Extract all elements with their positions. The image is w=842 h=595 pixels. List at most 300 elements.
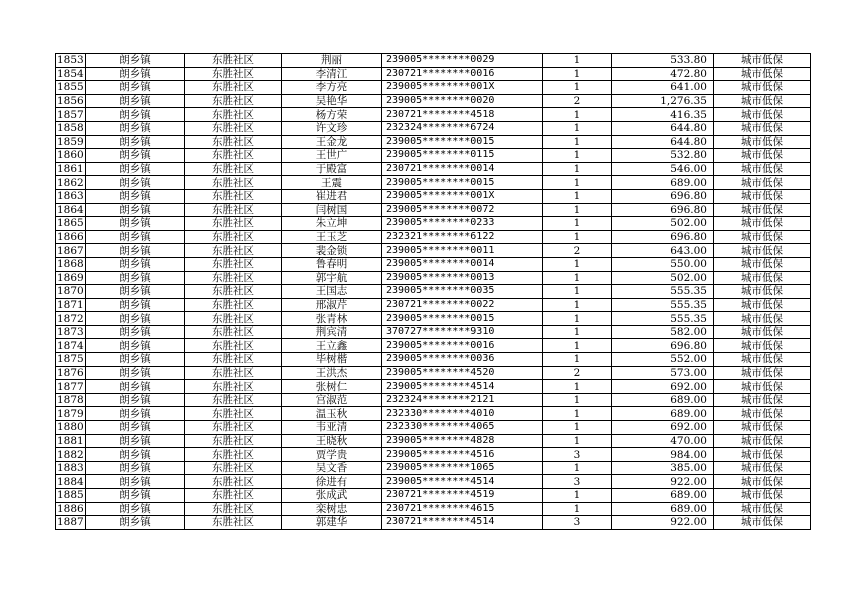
household-count-cell: 3	[543, 516, 612, 530]
household-count-cell: 1	[543, 108, 612, 122]
name-cell: 郭宇航	[282, 271, 382, 285]
household-count-cell: 1	[543, 230, 612, 244]
town-cell: 朗乡镇	[86, 244, 185, 258]
table-row	[56, 393, 811, 407]
name-cell: 王国志	[282, 285, 382, 299]
community-cell: 东胜社区	[185, 380, 282, 394]
table-row	[56, 230, 811, 244]
table-row	[56, 285, 811, 299]
assistance-type-cell: 城市低保	[714, 108, 811, 122]
community-cell: 东胜社区	[185, 353, 282, 367]
town-cell: 朗乡镇	[86, 516, 185, 530]
amount-cell: 696.80	[612, 339, 714, 353]
name-cell: 王玉芝	[282, 230, 382, 244]
id-number-cell: 232324********2121	[382, 393, 543, 407]
community-cell: 东胜社区	[185, 94, 282, 108]
household-count-cell: 1	[543, 149, 612, 163]
table-row	[56, 108, 811, 122]
community-cell: 东胜社区	[185, 230, 282, 244]
row-number-cell: 1872	[57, 312, 84, 325]
town-cell: 朗乡镇	[86, 353, 185, 367]
community-cell: 东胜社区	[185, 298, 282, 312]
town-cell: 朗乡镇	[86, 502, 185, 516]
table-row	[56, 325, 811, 339]
table-row	[56, 67, 811, 81]
town-cell: 朗乡镇	[86, 271, 185, 285]
community-cell: 东胜社区	[185, 312, 282, 326]
town-cell: 朗乡镇	[86, 461, 185, 475]
community-cell: 东胜社区	[185, 81, 282, 95]
table-row	[56, 353, 811, 367]
household-count-cell: 2	[543, 244, 612, 258]
row-number-cell: 1862	[57, 176, 84, 189]
community-cell: 东胜社区	[185, 502, 282, 516]
household-count-cell: 1	[543, 203, 612, 217]
town-cell: 朗乡镇	[86, 380, 185, 394]
household-count-cell: 2	[543, 94, 612, 108]
row-number-cell: 1879	[57, 407, 84, 420]
town-cell: 朗乡镇	[86, 108, 185, 122]
table-row	[56, 516, 811, 530]
row-number-cell: 1856	[57, 95, 84, 108]
row-number-cell: 1855	[57, 81, 84, 94]
community-cell: 东胜社区	[185, 121, 282, 135]
town-cell: 朗乡镇	[86, 407, 185, 421]
amount-cell: 689.00	[612, 393, 714, 407]
row-number-cell: 1871	[57, 298, 84, 311]
id-number-cell: 239005********0115	[382, 149, 543, 163]
amount-cell: 689.00	[612, 489, 714, 503]
household-count-cell: 1	[543, 121, 612, 135]
town-cell: 朗乡镇	[86, 176, 185, 190]
name-cell: 王金龙	[282, 135, 382, 149]
id-number-cell: 239005********0013	[382, 271, 543, 285]
assistance-type-cell: 城市低保	[714, 489, 811, 503]
name-cell: 宫淑范	[282, 393, 382, 407]
amount-cell: 1,276.35	[612, 94, 714, 108]
household-count-cell: 3	[543, 475, 612, 489]
name-cell: 朱立坤	[282, 217, 382, 231]
row-number-cell: 1880	[57, 421, 84, 434]
name-cell: 吴艳华	[282, 94, 382, 108]
community-cell: 东胜社区	[185, 203, 282, 217]
assistance-type-cell: 城市低保	[714, 448, 811, 462]
assistance-type-cell: 城市低保	[714, 67, 811, 81]
name-cell: 荆丽	[282, 54, 382, 68]
row-number-cell: 1868	[57, 258, 84, 271]
id-number-cell: 239005********0015	[382, 176, 543, 190]
row-number-cell: 1865	[57, 217, 84, 230]
id-number-cell: 232330********4065	[382, 421, 543, 435]
id-number-cell: 239005********0015	[382, 135, 543, 149]
id-number-cell: 239005********4828	[382, 434, 543, 448]
town-cell: 朗乡镇	[86, 121, 185, 135]
row-number-cell: 1860	[57, 149, 84, 162]
row-number-cell: 1878	[57, 394, 84, 407]
table-row	[56, 448, 811, 462]
id-number-cell: 239005********1065	[382, 461, 543, 475]
table-row	[56, 339, 811, 353]
amount-cell: 502.00	[612, 217, 714, 231]
household-count-cell: 1	[543, 285, 612, 299]
amount-cell: 689.00	[612, 176, 714, 190]
id-number-cell: 239005********4516	[382, 448, 543, 462]
row-number-cell: 1861	[57, 163, 84, 176]
name-cell: 王世广	[282, 149, 382, 163]
household-count-cell: 1	[543, 380, 612, 394]
household-count-cell: 1	[543, 434, 612, 448]
table-row	[56, 434, 811, 448]
household-count-cell: 1	[543, 312, 612, 326]
amount-cell: 555.35	[612, 285, 714, 299]
amount-cell: 641.00	[612, 81, 714, 95]
amount-cell: 922.00	[612, 516, 714, 530]
amount-cell: 696.80	[612, 203, 714, 217]
town-cell: 朗乡镇	[86, 366, 185, 380]
amount-cell: 555.35	[612, 298, 714, 312]
town-cell: 朗乡镇	[86, 312, 185, 326]
household-count-cell: 1	[543, 257, 612, 271]
id-number-cell: 239005********4514	[382, 380, 543, 394]
household-count-cell: 1	[543, 393, 612, 407]
amount-cell: 550.00	[612, 257, 714, 271]
assistance-type-cell: 城市低保	[714, 325, 811, 339]
id-number-cell: 239005********001X	[382, 189, 543, 203]
assistance-type-cell: 城市低保	[714, 502, 811, 516]
amount-cell: 533.80	[612, 54, 714, 68]
town-cell: 朗乡镇	[86, 135, 185, 149]
row-number-cell: 1857	[57, 108, 84, 121]
assistance-type-cell: 城市低保	[714, 176, 811, 190]
community-cell: 东胜社区	[185, 393, 282, 407]
name-cell: 栾树忠	[282, 502, 382, 516]
row-number-cell: 1877	[57, 380, 84, 393]
data-sheet	[55, 53, 811, 530]
name-cell: 王震	[282, 176, 382, 190]
id-number-cell: 230721********4519	[382, 489, 543, 503]
community-cell: 东胜社区	[185, 135, 282, 149]
name-cell: 王晓秋	[282, 434, 382, 448]
id-number-cell: 230721********0016	[382, 67, 543, 81]
amount-cell: 644.80	[612, 121, 714, 135]
community-cell: 东胜社区	[185, 285, 282, 299]
table-row	[56, 366, 811, 380]
household-count-cell: 3	[543, 448, 612, 462]
row-number-cell: 1859	[57, 135, 84, 148]
row-number-cell: 1887	[57, 516, 84, 529]
household-count-cell: 1	[543, 325, 612, 339]
name-cell: 许文珍	[282, 121, 382, 135]
id-number-cell: 230721********0022	[382, 298, 543, 312]
household-count-cell: 1	[543, 189, 612, 203]
assistance-type-cell: 城市低保	[714, 421, 811, 435]
community-cell: 东胜社区	[185, 434, 282, 448]
id-number-cell: 239005********0029	[382, 54, 543, 68]
town-cell: 朗乡镇	[86, 81, 185, 95]
table-row	[56, 489, 811, 503]
name-cell: 贾学贵	[282, 448, 382, 462]
name-cell: 闫树国	[282, 203, 382, 217]
community-cell: 东胜社区	[185, 108, 282, 122]
household-count-cell: 1	[543, 176, 612, 190]
amount-cell: 385.00	[612, 461, 714, 475]
name-cell: 张成武	[282, 489, 382, 503]
community-cell: 东胜社区	[185, 461, 282, 475]
assistance-type-cell: 城市低保	[714, 54, 811, 68]
amount-cell: 643.00	[612, 244, 714, 258]
table-row	[56, 203, 811, 217]
assistance-type-cell: 城市低保	[714, 298, 811, 312]
assistance-type-cell: 城市低保	[714, 339, 811, 353]
amount-cell: 984.00	[612, 448, 714, 462]
assistance-type-cell: 城市低保	[714, 81, 811, 95]
table-row	[56, 312, 811, 326]
assistance-type-cell: 城市低保	[714, 285, 811, 299]
name-cell: 荆宾清	[282, 325, 382, 339]
town-cell: 朗乡镇	[86, 285, 185, 299]
amount-cell: 582.00	[612, 325, 714, 339]
household-count-cell: 1	[543, 135, 612, 149]
table-row	[56, 162, 811, 176]
amount-cell: 696.80	[612, 189, 714, 203]
community-cell: 东胜社区	[185, 162, 282, 176]
community-cell: 东胜社区	[185, 176, 282, 190]
name-cell: 于殿富	[282, 162, 382, 176]
name-cell: 徐进有	[282, 475, 382, 489]
id-number-cell: 239005********4514	[382, 475, 543, 489]
household-count-cell: 1	[543, 67, 612, 81]
community-cell: 东胜社区	[185, 475, 282, 489]
town-cell: 朗乡镇	[86, 257, 185, 271]
town-cell: 朗乡镇	[86, 94, 185, 108]
row-number-cell: 1884	[57, 475, 84, 488]
assistance-type-cell: 城市低保	[714, 217, 811, 231]
assistance-type-cell: 城市低保	[714, 203, 811, 217]
id-number-cell: 232330********4010	[382, 407, 543, 421]
row-number-cell: 1881	[57, 434, 84, 447]
id-number-cell: 239005********0020	[382, 94, 543, 108]
row-number-cell: 1875	[57, 353, 84, 366]
row-number-cell: 1882	[57, 448, 84, 461]
household-count-cell: 1	[543, 461, 612, 475]
name-cell: 杨方荣	[282, 108, 382, 122]
name-cell: 毕树楷	[282, 353, 382, 367]
amount-cell: 696.80	[612, 230, 714, 244]
amount-cell: 692.00	[612, 421, 714, 435]
assistance-type-cell: 城市低保	[714, 461, 811, 475]
amount-cell: 416.35	[612, 108, 714, 122]
row-number-cell: 1885	[57, 489, 84, 502]
town-cell: 朗乡镇	[86, 448, 185, 462]
community-cell: 东胜社区	[185, 325, 282, 339]
id-number-cell: 370727********9310	[382, 325, 543, 339]
name-cell: 邢淑芹	[282, 298, 382, 312]
id-number-cell: 232324********6724	[382, 121, 543, 135]
table-row	[56, 257, 811, 271]
assistance-type-cell: 城市低保	[714, 121, 811, 135]
assistance-type-cell: 城市低保	[714, 353, 811, 367]
amount-cell: 552.00	[612, 353, 714, 367]
town-cell: 朗乡镇	[86, 67, 185, 81]
row-number-cell: 1864	[57, 203, 84, 216]
id-number-cell: 239005********0036	[382, 353, 543, 367]
amount-cell: 532.80	[612, 149, 714, 163]
amount-cell: 644.80	[612, 135, 714, 149]
town-cell: 朗乡镇	[86, 325, 185, 339]
name-cell: 李清江	[282, 67, 382, 81]
name-cell: 张青林	[282, 312, 382, 326]
name-cell: 王立鑫	[282, 339, 382, 353]
assistance-type-cell: 城市低保	[714, 393, 811, 407]
community-cell: 东胜社区	[185, 366, 282, 380]
assistance-type-cell: 城市低保	[714, 230, 811, 244]
table-row	[56, 176, 811, 190]
town-cell: 朗乡镇	[86, 217, 185, 231]
amount-cell: 470.00	[612, 434, 714, 448]
assistance-type-cell: 城市低保	[714, 271, 811, 285]
assistance-type-cell: 城市低保	[714, 189, 811, 203]
town-cell: 朗乡镇	[86, 149, 185, 163]
amount-cell: 546.00	[612, 162, 714, 176]
row-number-cell: 1867	[57, 244, 84, 257]
household-count-cell: 1	[543, 162, 612, 176]
id-number-cell: 239005********0014	[382, 257, 543, 271]
table-row	[56, 461, 811, 475]
table-row	[56, 421, 811, 435]
assistance-type-cell: 城市低保	[714, 516, 811, 530]
household-count-cell: 1	[543, 298, 612, 312]
household-count-cell: 1	[543, 489, 612, 503]
table-row	[56, 298, 811, 312]
name-cell: 韦亚清	[282, 421, 382, 435]
assistance-type-cell: 城市低保	[714, 94, 811, 108]
id-number-cell: 239005********001X	[382, 81, 543, 95]
town-cell: 朗乡镇	[86, 489, 185, 503]
table-row	[56, 135, 811, 149]
assistance-type-cell: 城市低保	[714, 366, 811, 380]
assistance-type-cell: 城市低保	[714, 244, 811, 258]
assistance-type-cell: 城市低保	[714, 135, 811, 149]
table-row	[56, 121, 811, 135]
community-cell: 东胜社区	[185, 257, 282, 271]
town-cell: 朗乡镇	[86, 421, 185, 435]
row-number-cell: 1874	[57, 339, 84, 352]
row-number-cell: 1876	[57, 366, 84, 379]
community-cell: 东胜社区	[185, 67, 282, 81]
assistance-type-cell: 城市低保	[714, 434, 811, 448]
amount-cell: 573.00	[612, 366, 714, 380]
household-count-cell: 1	[543, 217, 612, 231]
name-cell: 吴文香	[282, 461, 382, 475]
row-number-cell: 1883	[57, 462, 84, 475]
row-number-cell: 1863	[57, 190, 84, 203]
table-row	[56, 502, 811, 516]
table-row	[56, 217, 811, 231]
id-number-cell: 230721********4615	[382, 502, 543, 516]
table-row	[56, 149, 811, 163]
community-cell: 东胜社区	[185, 244, 282, 258]
id-number-cell: 239005********0233	[382, 217, 543, 231]
amount-cell: 922.00	[612, 475, 714, 489]
assistance-type-cell: 城市低保	[714, 162, 811, 176]
household-count-cell: 1	[543, 271, 612, 285]
data-table	[55, 53, 811, 530]
table-row	[56, 54, 811, 68]
name-cell: 王洪杰	[282, 366, 382, 380]
id-number-cell: 239005********4520	[382, 366, 543, 380]
community-cell: 东胜社区	[185, 516, 282, 530]
id-number-cell: 239005********0035	[382, 285, 543, 299]
id-number-cell: 230721********4514	[382, 516, 543, 530]
assistance-type-cell: 城市低保	[714, 475, 811, 489]
table-row	[56, 244, 811, 258]
id-number-cell: 232321********6122	[382, 230, 543, 244]
row-number-cell: 1873	[57, 326, 84, 339]
amount-cell: 689.00	[612, 502, 714, 516]
town-cell: 朗乡镇	[86, 475, 185, 489]
community-cell: 东胜社区	[185, 271, 282, 285]
town-cell: 朗乡镇	[86, 339, 185, 353]
row-number-cell: 1870	[57, 285, 84, 298]
town-cell: 朗乡镇	[86, 54, 185, 68]
community-cell: 东胜社区	[185, 407, 282, 421]
community-cell: 东胜社区	[185, 54, 282, 68]
household-count-cell: 1	[543, 353, 612, 367]
household-count-cell: 1	[543, 421, 612, 435]
name-cell: 崔进君	[282, 189, 382, 203]
household-count-cell: 2	[543, 366, 612, 380]
table-body	[56, 54, 811, 530]
name-cell: 裴金锁	[282, 244, 382, 258]
table-row	[56, 380, 811, 394]
name-cell: 鲁春明	[282, 257, 382, 271]
household-count-cell: 1	[543, 407, 612, 421]
name-cell: 张树仁	[282, 380, 382, 394]
id-number-cell: 239005********0011	[382, 244, 543, 258]
name-cell: 郭建华	[282, 516, 382, 530]
row-number-cell: 1886	[57, 502, 84, 515]
name-cell: 李方亮	[282, 81, 382, 95]
amount-cell: 689.00	[612, 407, 714, 421]
id-number-cell: 230721********4518	[382, 108, 543, 122]
amount-cell: 692.00	[612, 380, 714, 394]
amount-cell: 502.00	[612, 271, 714, 285]
community-cell: 东胜社区	[185, 149, 282, 163]
town-cell: 朗乡镇	[86, 189, 185, 203]
community-cell: 东胜社区	[185, 217, 282, 231]
town-cell: 朗乡镇	[86, 434, 185, 448]
id-number-cell: 239005********0015	[382, 312, 543, 326]
amount-cell: 555.35	[612, 312, 714, 326]
community-cell: 东胜社区	[185, 448, 282, 462]
row-number-cell: 1869	[57, 271, 84, 284]
household-count-cell: 1	[543, 502, 612, 516]
household-count-cell: 1	[543, 339, 612, 353]
row-number-cell: 1853	[57, 54, 84, 67]
table-row	[56, 81, 811, 95]
row-number-cell: 1854	[57, 67, 84, 80]
assistance-type-cell: 城市低保	[714, 257, 811, 271]
town-cell: 朗乡镇	[86, 203, 185, 217]
row-number-cell: 1866	[57, 231, 84, 244]
assistance-type-cell: 城市低保	[714, 312, 811, 326]
town-cell: 朗乡镇	[86, 230, 185, 244]
town-cell: 朗乡镇	[86, 393, 185, 407]
community-cell: 东胜社区	[185, 421, 282, 435]
id-number-cell: 239005********0016	[382, 339, 543, 353]
town-cell: 朗乡镇	[86, 298, 185, 312]
assistance-type-cell: 城市低保	[714, 380, 811, 394]
